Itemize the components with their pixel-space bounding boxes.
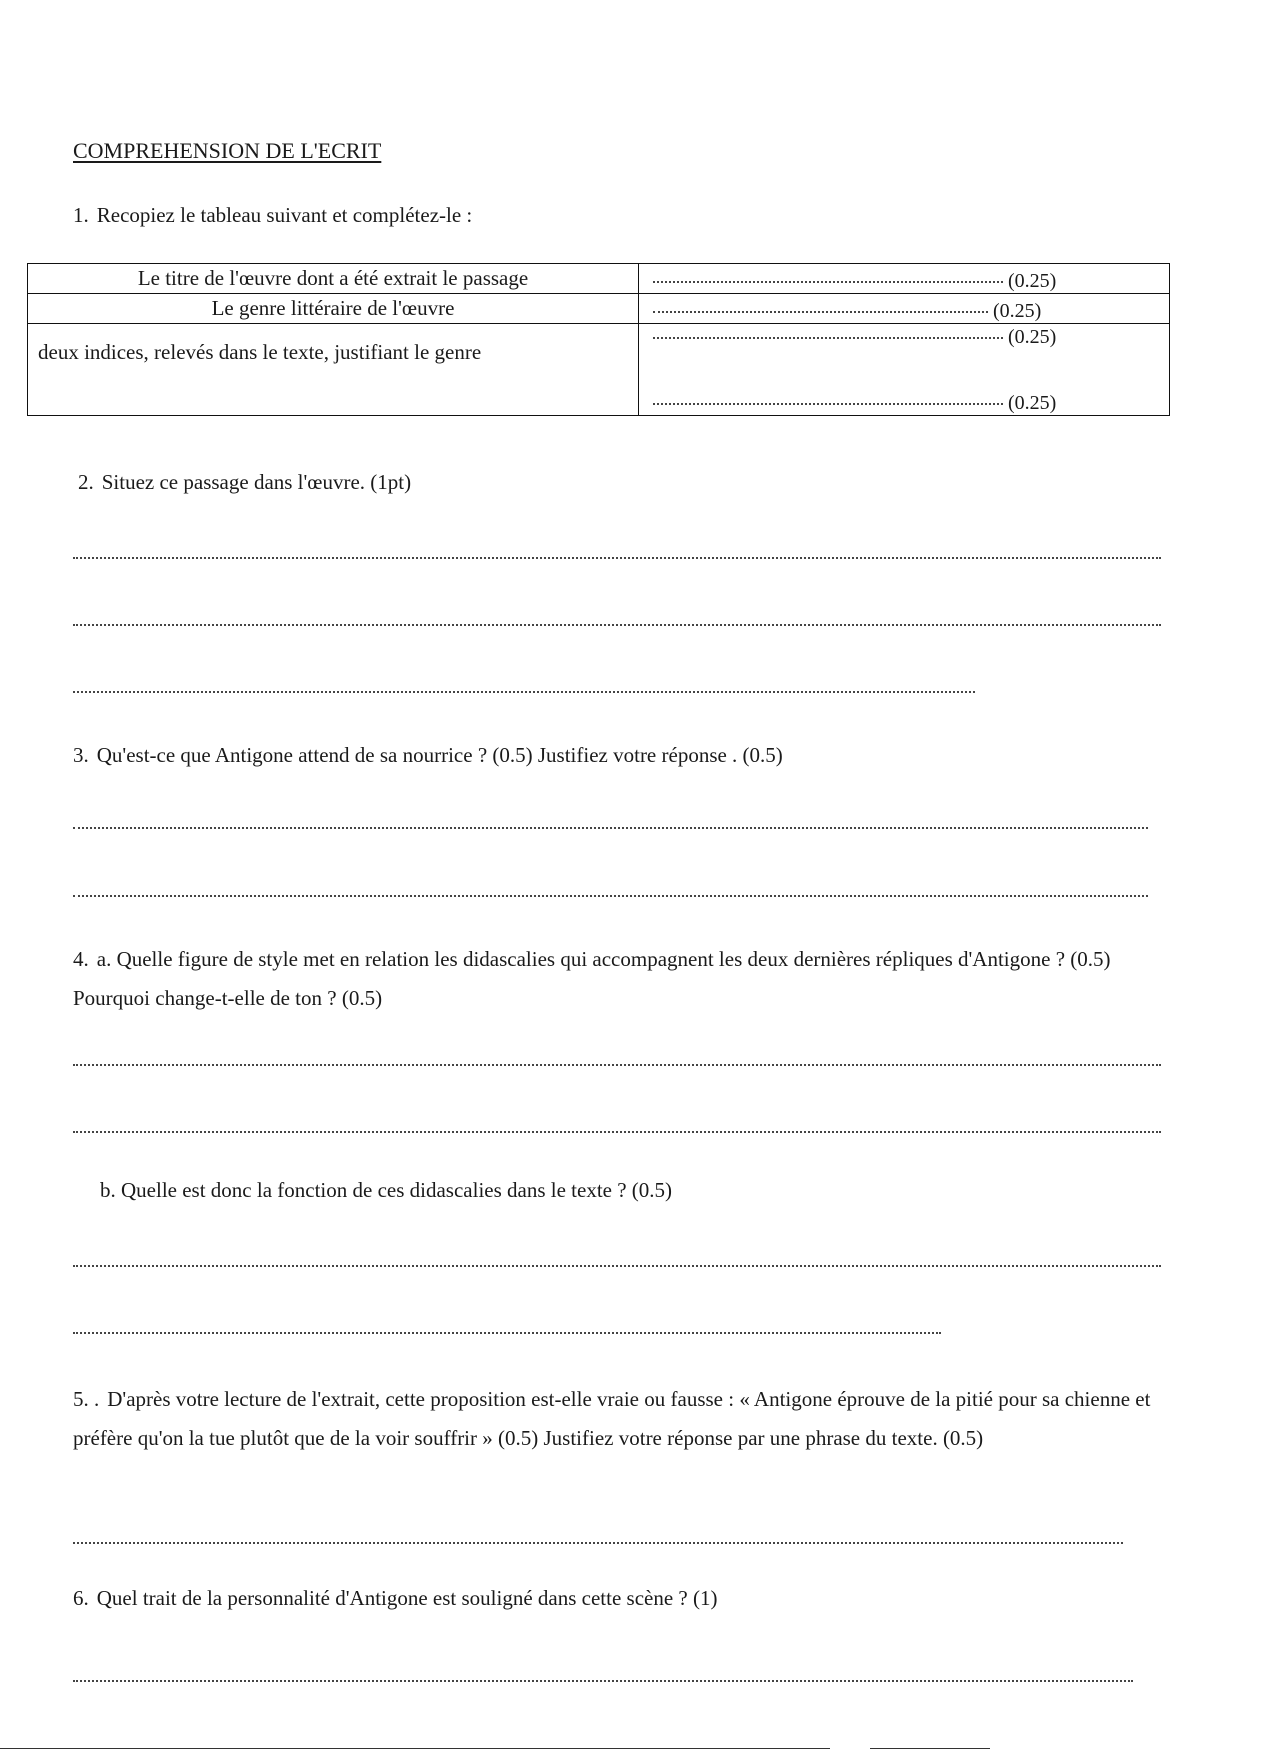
question-3 xyxy=(73,743,783,768)
question-2-text: Situez ce passage dans l'œuvre. (1pt) xyxy=(101,470,412,494)
question-5 xyxy=(73,1380,1173,1458)
points-label: (0.25) xyxy=(993,300,1042,322)
answer-line[interactable] xyxy=(73,895,1148,897)
answer-line[interactable] xyxy=(73,624,1161,626)
question-1-text: Recopiez le tableau suivant et complétez-le : xyxy=(96,203,473,227)
question-4b xyxy=(100,1178,672,1203)
completion-table xyxy=(27,263,1170,416)
points-label: (0.25) xyxy=(1008,270,1057,292)
footer-rule xyxy=(870,1748,990,1749)
question-6 xyxy=(73,1586,718,1611)
question-5-text: D'après votre lecture de l'extrait, cette proposition est-elle vraie ou fausse : « Antigone éprouve de la pitié pour sa chienne et préfère qu'on la tue plutôt que de la voir souffrir » (0.5) Justifiez votre réponse par une phrase du texte. (0.5) xyxy=(73,1387,1151,1450)
table-answer-cell[interactable] xyxy=(639,264,1170,294)
answer-line xyxy=(653,326,1056,349)
answer-line[interactable] xyxy=(73,1332,941,1334)
question-6-number: 6. xyxy=(73,1586,89,1610)
table-label-cell: deux indices, relevés dans le texte, justifiant le genre xyxy=(28,324,639,416)
answer-line[interactable] xyxy=(73,691,975,693)
answer-line[interactable] xyxy=(73,1131,1161,1133)
table-answer-cell[interactable] xyxy=(639,294,1170,324)
question-3-number: 3. xyxy=(73,743,89,767)
answer-line[interactable] xyxy=(73,827,1148,829)
question-3-text: Qu'est-ce que Antigone attend de sa nourrice ? (0.5) Justifiez votre réponse . (0.5) xyxy=(96,743,783,767)
table-answer-cell[interactable] xyxy=(639,324,1170,416)
answer-line[interactable] xyxy=(73,557,1161,559)
answer-line xyxy=(653,392,1056,415)
question-5-number: 5. . xyxy=(73,1387,100,1411)
table-row xyxy=(28,324,1170,416)
question-2-number: 2. xyxy=(78,470,94,494)
question-4b-text: b. Quelle est donc la fonction de ces didascalies dans le texte ? (0.5) xyxy=(100,1178,673,1202)
question-2 xyxy=(78,470,411,495)
answer-line[interactable] xyxy=(73,1680,1133,1682)
question-6-text: Quel trait de la personnalité d'Antigone est souligné dans cette scène ? (1) xyxy=(96,1586,718,1610)
section-heading: COMPREHENSION DE L'ECRIT xyxy=(73,138,382,163)
table-row xyxy=(28,294,1170,324)
points-label: (0.25) xyxy=(1008,326,1057,348)
table-label-cell: Le titre de l'œuvre dont a été extrait le passage xyxy=(28,264,639,294)
footer-rule xyxy=(0,1748,830,1749)
table-row xyxy=(28,264,1170,294)
answer-line xyxy=(653,300,1041,323)
points-label: (0.25) xyxy=(1008,392,1057,414)
question-1 xyxy=(73,203,472,228)
answer-line[interactable] xyxy=(73,1542,1123,1544)
question-4a xyxy=(73,940,1173,1018)
answer-line[interactable] xyxy=(73,1265,1161,1267)
table-label-cell: Le genre littéraire de l'œuvre xyxy=(28,294,639,324)
question-1-number: 1. xyxy=(73,203,89,227)
question-4a-text: a. Quelle figure de style met en relation les didascalies qui accompagnent les deux dernières répliques d'Antigone ? (0.5) Pourquoi change-t-elle de ton ? (0.5) xyxy=(73,947,1111,1010)
answer-line[interactable] xyxy=(73,1064,1161,1066)
question-4-number: 4. xyxy=(73,947,89,971)
answer-line xyxy=(653,270,1056,293)
